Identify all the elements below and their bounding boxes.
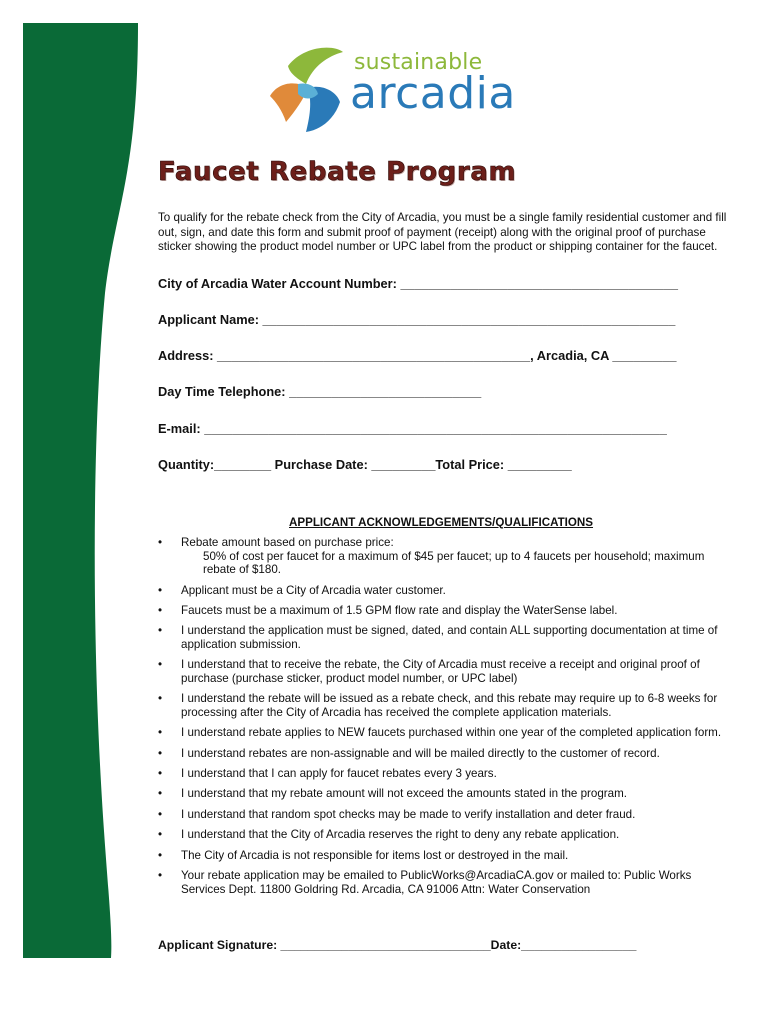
list-item-text: I understand the rebate will be issued as a rebate check, and this rebate may require up to 6-8 weeks for processing after the City of Arcadia has received the complete application materials. [181,692,718,719]
list-item [158,658,730,685]
list-item-text: Applicant must be a City of Arcadia water customer. [181,583,446,597]
bullet: • [158,828,163,842]
list-item-text: I understand that to receive the rebate, the City of Arcadia must receive a receipt and original proof of purchase (purchase sticker, product model number, or UPC label) [181,658,700,685]
sustainable-arcadia-logo [268,44,538,134]
green-side-band [23,23,143,963]
list-item [158,869,730,896]
telephone-field[interactable]: Day Time Telephone: ___________________________ [158,384,482,399]
bullet: • [158,658,163,672]
bullet: • [158,603,163,617]
acknowledgements-heading: APPLICANT ACKNOWLEDGEMENTS/QUALIFICATIONS [289,516,594,529]
applicant-name-field[interactable]: Applicant Name: __________________________________________________________ [158,312,676,327]
bullet: • [158,692,163,706]
list-item [158,536,730,577]
list-item-text: The City of Arcadia is not responsible for items lost or destroyed in the mail. [181,848,569,862]
acknowledgements-list [158,536,730,903]
list-item [158,624,730,651]
list-item-text: I understand rebate applies to NEW faucets purchased within one year of the completed application form. [181,726,722,740]
page-title: Faucet Rebate Program [158,157,517,187]
logo-word-sustainable: sustainable [354,50,483,75]
bullet: • [158,624,163,638]
list-item [158,767,730,781]
list-item [158,604,730,618]
list-item-text: Faucets must be a maximum of 1.5 GPM flow rate and display the WaterSense label. [181,603,618,617]
list-item-text: I understand the application must be signed, dated, and contain ALL supporting documentation at time of application submission. [181,624,718,651]
bullet: • [158,583,163,597]
list-item [158,828,730,842]
list-item [158,808,730,822]
list-item-text: Rebate amount based on purchase price: [181,536,394,549]
list-item-text: I understand that random spot checks may be made to verify installation and deter fraud. [181,807,636,821]
bullet: • [158,536,163,549]
email-field[interactable]: E-mail: _________________________________________________________________ [158,421,667,436]
list-item-text: I understand that the City of Arcadia reserves the right to deny any rebate application. [181,828,620,842]
bullet: • [158,787,163,801]
bullet: • [158,767,163,781]
list-item-text: I understand that I can apply for faucet rebates every 3 years. [181,767,497,781]
bullet: • [158,807,163,821]
list-item [158,692,730,719]
list-item [158,726,730,740]
list-item-subtext: 50% of cost per faucet for a maximum of $45 per faucet; up to 4 faucets per household; maximum rebate of $180. [203,549,705,577]
list-item [158,747,730,761]
list-item-text: I understand rebates are non-assignable and will be mailed directly to the customer of record. [181,746,660,760]
quantity-date-price-field[interactable]: Quantity:________ Purchase Date: _________Total Price: _________ [158,457,572,472]
list-item [158,584,730,598]
account-number-field[interactable]: City of Arcadia Water Account Number: _______________________________________ [158,276,679,291]
intro-paragraph: To qualify for the rebate check from the City of Arcadia, you must be a single family residential customer and fill out, sign, and date this form and submit proof of payment (receipt) along with the original proof of purchase sticker showing the product model number or UPC label from the product or shipping container for the faucet. [158,211,727,254]
list-item-text: Your rebate application may be emailed to PublicWorks@ArcadiaCA.gov or mailed to: Public Works Services Dept. 11800 Goldring Rd. Arcadia, CA 91006 Attn: Water Conservation [181,869,692,896]
list-item [158,787,730,801]
logo-word-arcadia: arcadia [350,68,516,119]
bullet: • [158,848,163,862]
list-item-text: I understand that my rebate amount will not exceed the amounts stated in the program. [181,787,627,801]
logo-leaf-icon [268,44,358,134]
address-field[interactable]: Address: ____________________________________________, Arcadia, CA _________ [158,348,677,363]
bullet: • [158,869,163,883]
signature-date-field[interactable]: Applicant Signature: _______________________________Date:_________________ [158,938,637,952]
bullet: • [158,746,163,760]
bullet: • [158,726,163,740]
list-item [158,849,730,863]
